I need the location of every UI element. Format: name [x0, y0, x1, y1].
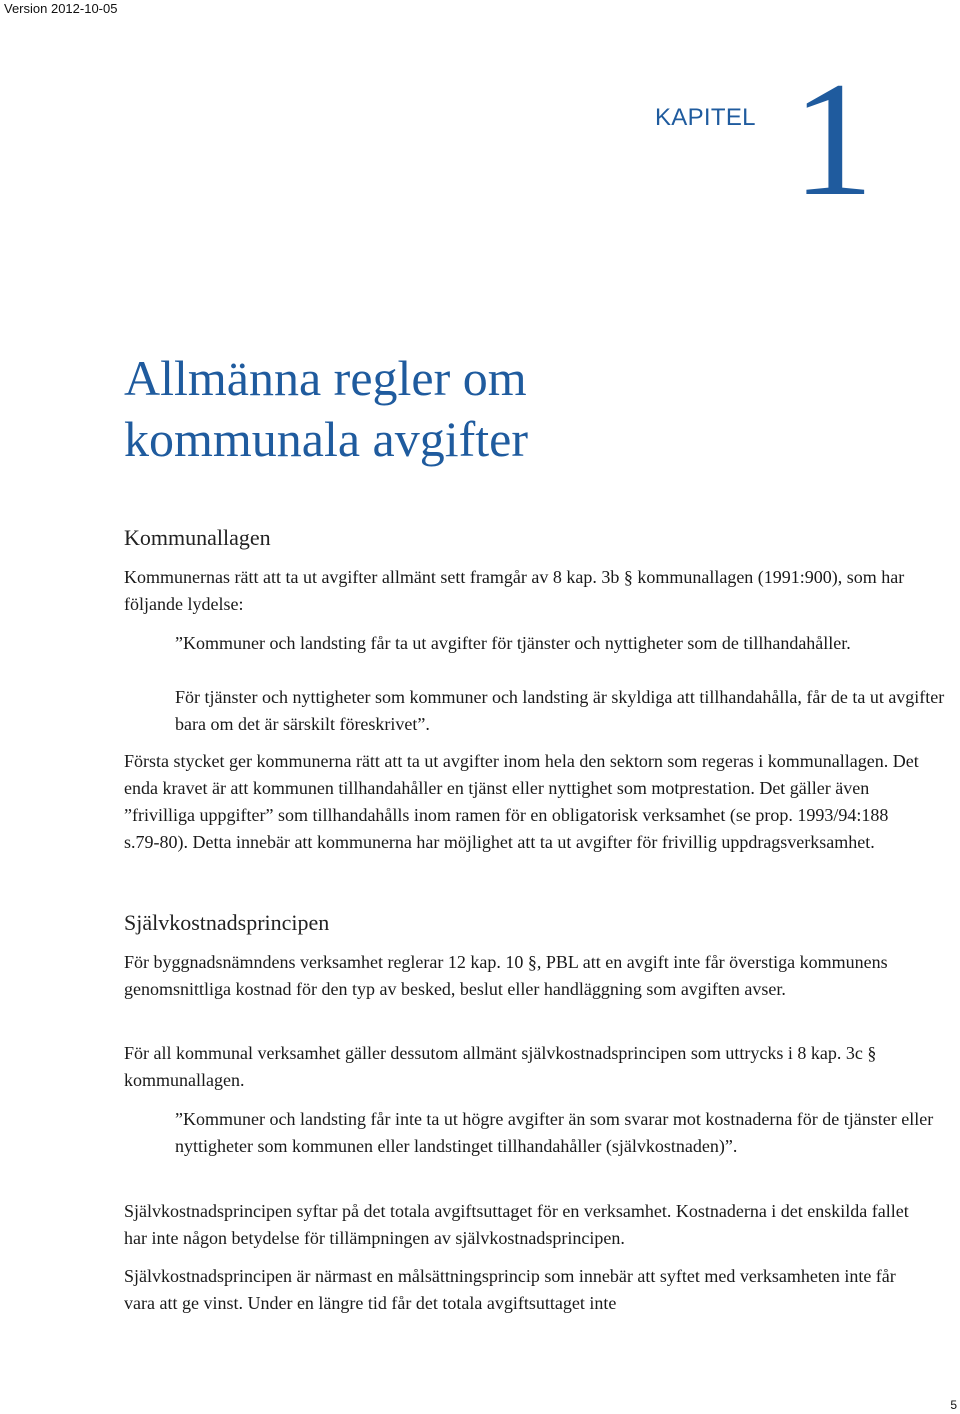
chapter-title-line-1: Allmänna regler om	[124, 350, 527, 406]
body-paragraph-3: För all kommunal verksamhet gäller dessutom allmänt självkostnadsprincipen som uttrycks i 8 kap. 3c § kommunallagen.	[124, 1043, 877, 1090]
section-heading-sjalvkostnadsprincipen: Självkostnadsprincipen	[124, 910, 330, 935]
body-paragraph-1: Första stycket ger kommunerna rätt att ta ut avgifter inom hela den sektorn som regeras i kommunallagen. Det enda kravet är att kommunen tillhandahåller en tjänst eller nyttighet som motprestation. Det gäller även ”frivilliga uppgifter” som tillhandahålls inom ramen för en obligatorisk verksamhet (se prop. 1993/94:188 s.79-80). Detta innebär att kommunerna har möjlighet att ta ut avgifter för frivillig uppdragsverksamhet.	[124, 751, 919, 852]
version-stamp: Version 2012-10-05	[4, 1, 118, 16]
quote-paragraph-1: ”Kommuner och landsting får ta ut avgifter för tjänster och nyttigheter som de tillhandahåller.	[175, 633, 851, 653]
chapter-number: 1	[792, 49, 874, 230]
quote-paragraph-3: ”Kommuner och landsting får inte ta ut högre avgifter än som svarar mot kostnaderna för de tjänster eller nyttigheter som kommunen eller landstinget tillhandahåller (självkostnaden)”.	[175, 1109, 934, 1156]
chapter-title	[124, 348, 528, 470]
section-heading-kommunallagen: Kommunallagen	[124, 525, 271, 550]
body-paragraph-2: För byggnadsnämndens verksamhet reglerar 12 kap. 10 §, PBL att en avgift inte får överstiga kommunens genomsnittliga kostnad för den typ av besked, beslut eller handläggning som avgiften avser.	[124, 952, 888, 999]
body-paragraph-4: Självkostnadsprincipen syftar på det totala avgiftsuttaget för en verksamhet. Kostnaderna i det enskilda fallet har inte någon betydelse för tillämpningen av självkostnadsprincipen.	[124, 1201, 909, 1248]
chapter-label: KAPITEL	[655, 104, 756, 131]
chapter-title-line-2: kommunala avgifter	[124, 411, 529, 467]
intro-paragraph: Kommunernas rätt att ta ut avgifter allmänt sett framgår av 8 kap. 3b § kommunallagen (1991:900), som har följande lydelse:	[124, 567, 905, 614]
page-number: 5	[950, 1398, 957, 1412]
body-paragraph-5: Självkostnadsprincipen är närmast en målsättningsprincip som innebär att syftet med verksamheten inte får vara att ge vinst. Under en längre tid får det totala avgiftsuttaget inte	[124, 1266, 896, 1313]
quote-paragraph-2: För tjänster och nyttigheter som kommuner och landsting är skyldiga att tillhandahålla, får de ta ut avgifter bara om det är särskilt föreskrivet”.	[175, 687, 945, 734]
